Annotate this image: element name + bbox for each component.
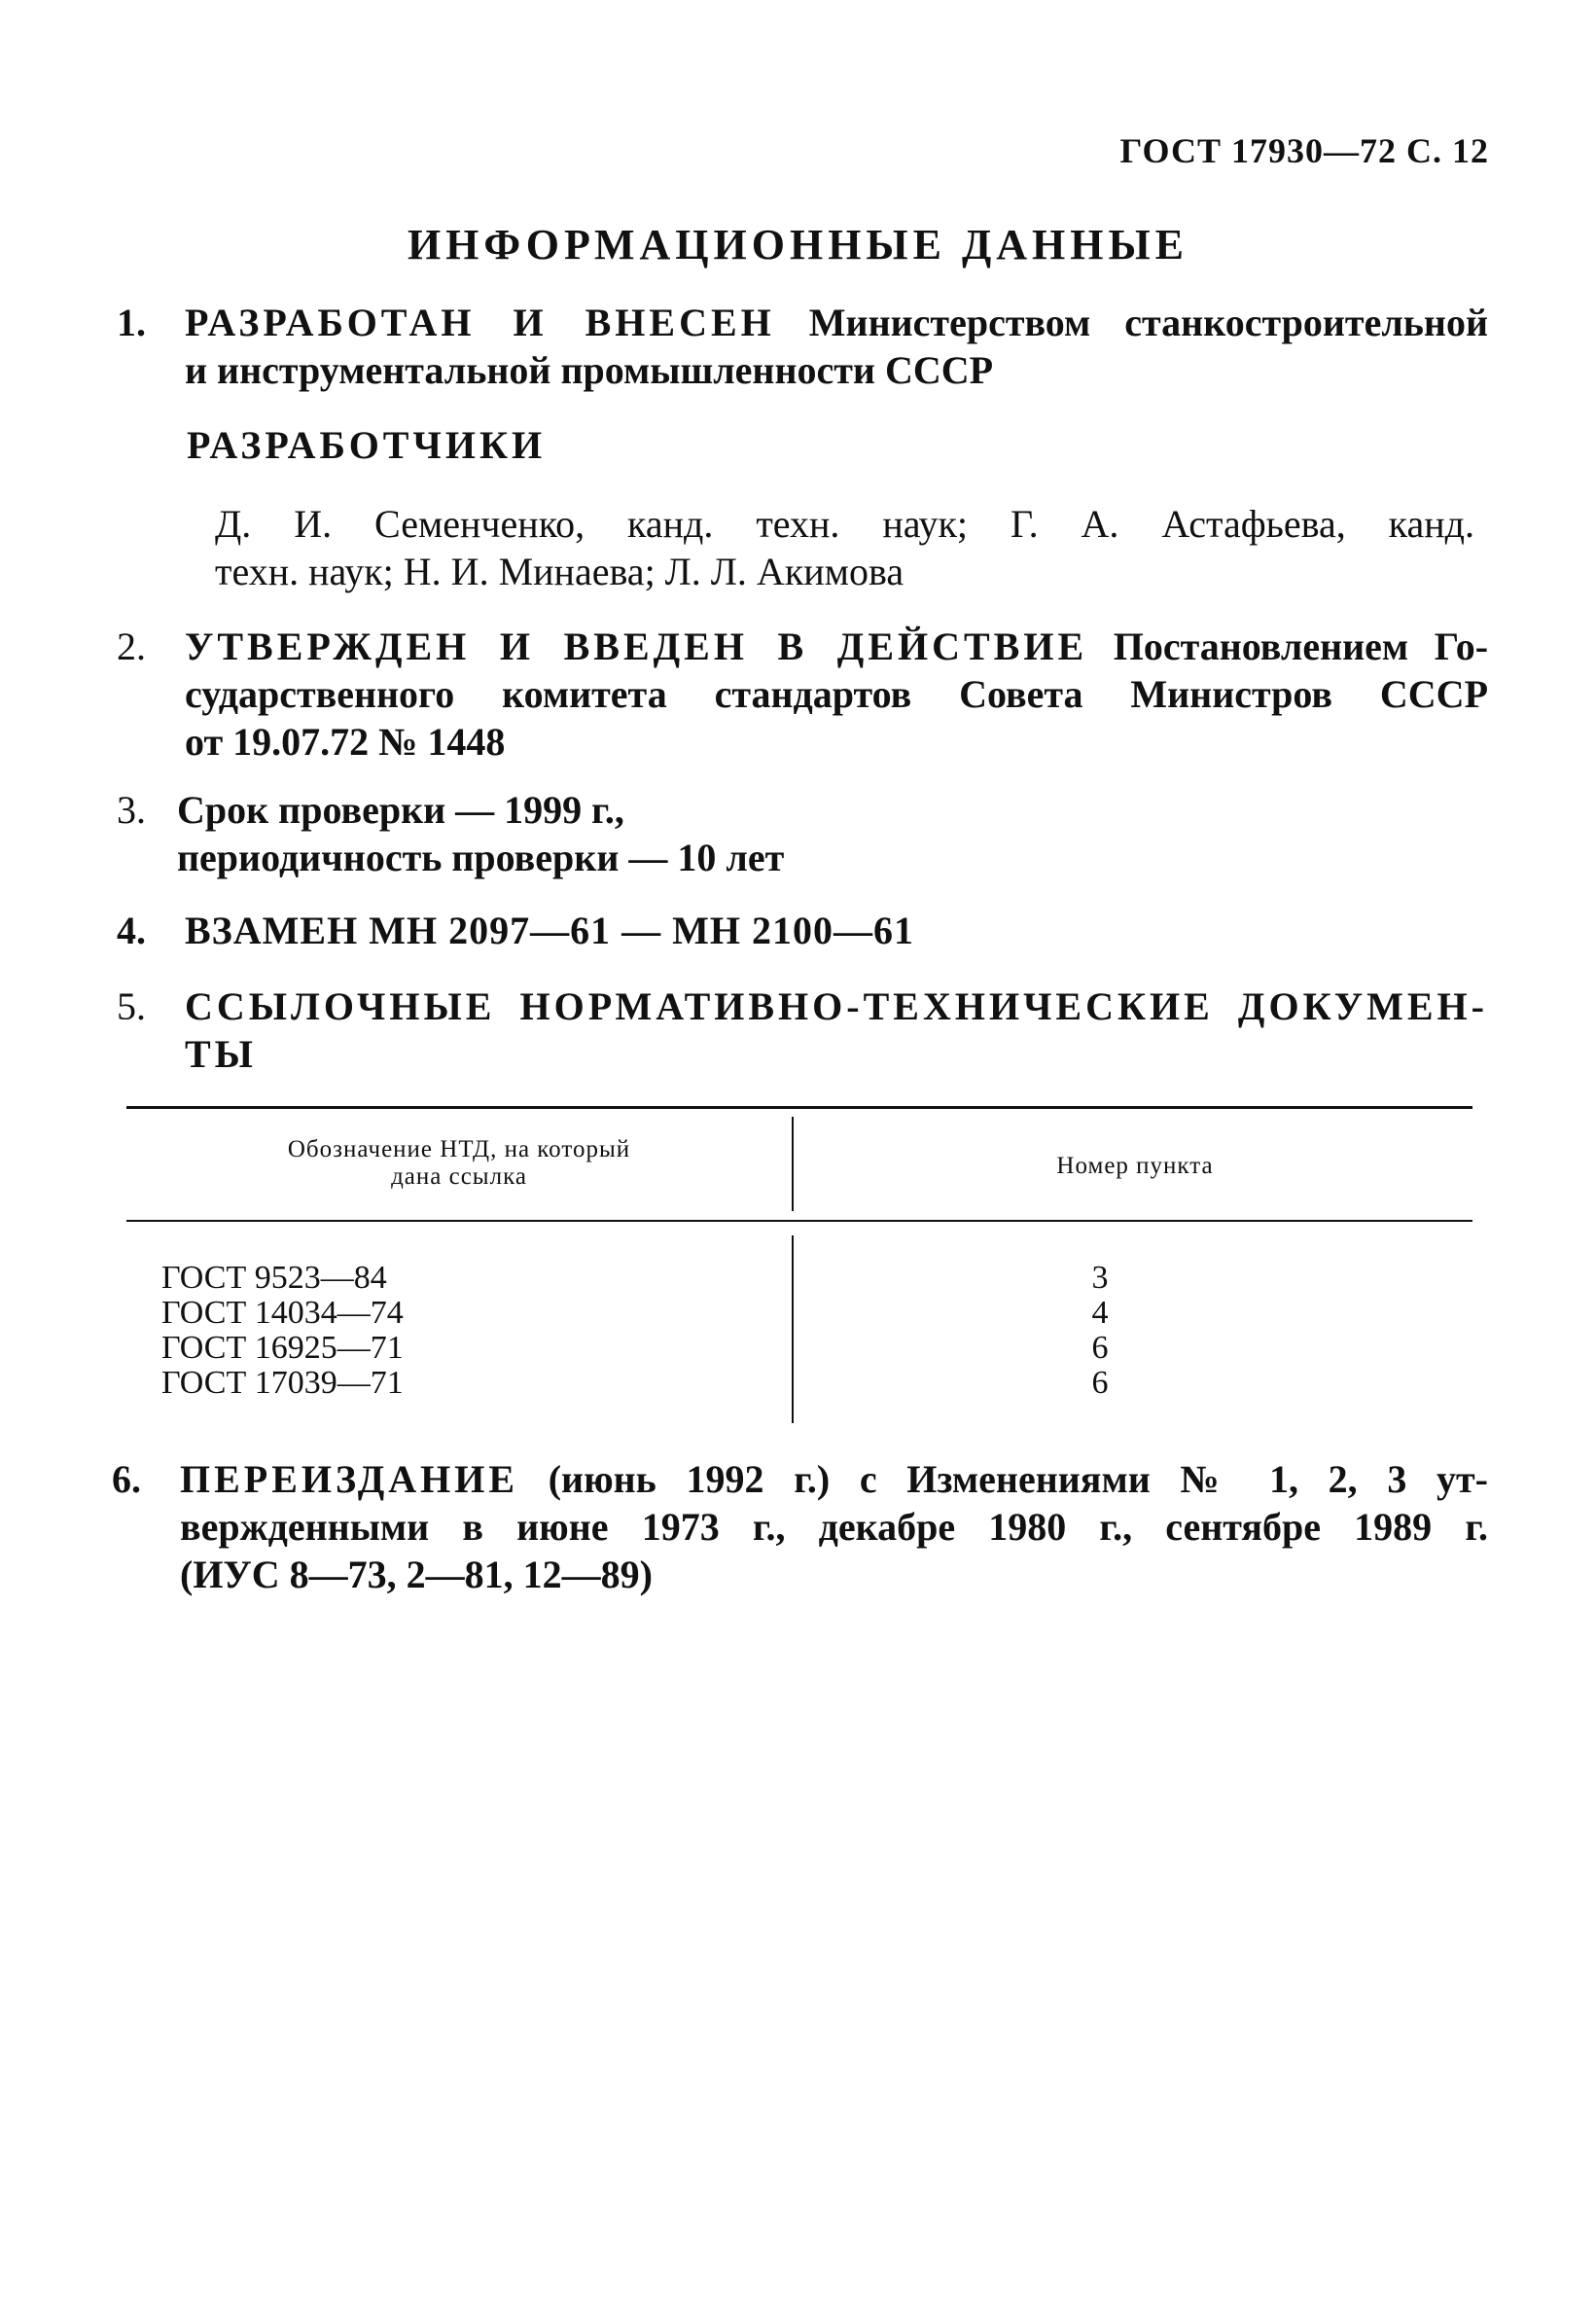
- item-5-line-2: ТЫ: [185, 1032, 257, 1076]
- page-header-ref: ГОСТ 17930—72 С. 12: [1119, 131, 1489, 170]
- item-1-text: Министерством станкостроительной: [808, 301, 1489, 344]
- table-header-divider: [792, 1117, 794, 1211]
- item-number: 5.: [117, 984, 146, 1028]
- table-header-rule: [126, 1220, 1472, 1222]
- page-title: ИНФОРМАЦИОННЫЕ ДАННЫЕ: [407, 221, 1189, 268]
- info-item-4: [117, 907, 1488, 954]
- item-6-line-2: вержденными в июне 1973 г., декабре 1980 г., сентябре 1989 г.: [180, 1505, 1488, 1549]
- item-number: 1.: [117, 301, 146, 344]
- item-2-line-1: [185, 623, 1488, 670]
- item-1-caps: РАЗРАБОТАН И ВНЕСЕН: [185, 301, 775, 344]
- table-cell-doc: ГОСТ 14034—74: [161, 1295, 404, 1331]
- table-cell-point: 6: [1091, 1365, 1109, 1401]
- item-number: 2.: [117, 625, 146, 668]
- item-number: 4.: [117, 909, 146, 952]
- info-item-2: [117, 623, 1488, 766]
- table-cell-doc: ГОСТ 17039—71: [161, 1365, 404, 1401]
- table-top-rule: [126, 1106, 1472, 1109]
- info-item-6: [112, 1455, 1488, 1598]
- developers-heading: РАЗРАБОТЧИКИ: [187, 423, 547, 467]
- developers-line-2: техн. наук; Н. И. Минаева; Л. Л. Акимова: [215, 550, 904, 593]
- item-5-line-1: ССЫЛОЧНЫЕ НОРМАТИВНО-ТЕХНИЧЕСКИЕ ДОКУМЕН-: [185, 984, 1488, 1028]
- info-item-5: [117, 982, 1488, 1078]
- item-2-caps: УТВЕРЖДЕН И ВВЕДЕН В ДЕЙСТВИЕ: [185, 625, 1088, 668]
- item-number: 6.: [112, 1457, 141, 1501]
- table-cell-point: 4: [1091, 1295, 1109, 1331]
- item-number: 3.: [117, 788, 146, 832]
- item-1-line-2: и инструментальной промышленности СССР: [185, 348, 994, 392]
- item-3-line-1: Срок проверки — 1999 г.,: [177, 788, 624, 832]
- item-6-line-3: (ИУС 8—73, 2—81, 12—89): [180, 1553, 653, 1596]
- info-item-1: [117, 299, 1488, 394]
- item-6-line-1: [180, 1455, 1488, 1503]
- col-1-header-line-1: Обозначение НТД, на который: [287, 1136, 631, 1162]
- developers-block: [215, 500, 1474, 595]
- table-cell-point: 3: [1091, 1260, 1109, 1296]
- table-cell-point: 6: [1091, 1330, 1109, 1366]
- info-item-3: [117, 786, 1488, 881]
- item-6-caps: ПЕРЕИЗДАНИЕ: [180, 1457, 519, 1501]
- item-2-line-3: от 19.07.72 № 1448: [185, 720, 506, 764]
- item-3-line-2: периодичность проверки — 10 лет: [177, 836, 785, 879]
- item-1-line-1: [185, 299, 1488, 346]
- table-header-col-1: [136, 1136, 782, 1191]
- item-2-line-2: сударственного комитета стандартов Совета Министров СССР: [185, 672, 1488, 716]
- item-6-text: (июнь 1992 г.) с Изменениями № 1, 2, 3 ут-: [548, 1457, 1488, 1501]
- item-4-text: ВЗАМЕН МН 2097—61 — МН 2100—61: [185, 909, 914, 952]
- table-cell-doc: ГОСТ 16925—71: [161, 1330, 404, 1366]
- item-2-text: Постановлением Го-: [1113, 625, 1489, 668]
- table-cell-doc: ГОСТ 9523—84: [161, 1260, 387, 1296]
- table-header-col-2: Номер пункта: [1056, 1153, 1214, 1179]
- developers-line-1: Д. И. Семенченко, канд. техн. наук; Г. А. Астафьева, канд.: [215, 502, 1474, 546]
- table-body-divider: [792, 1235, 794, 1423]
- col-1-header-line-2: дана ссылка: [391, 1163, 527, 1190]
